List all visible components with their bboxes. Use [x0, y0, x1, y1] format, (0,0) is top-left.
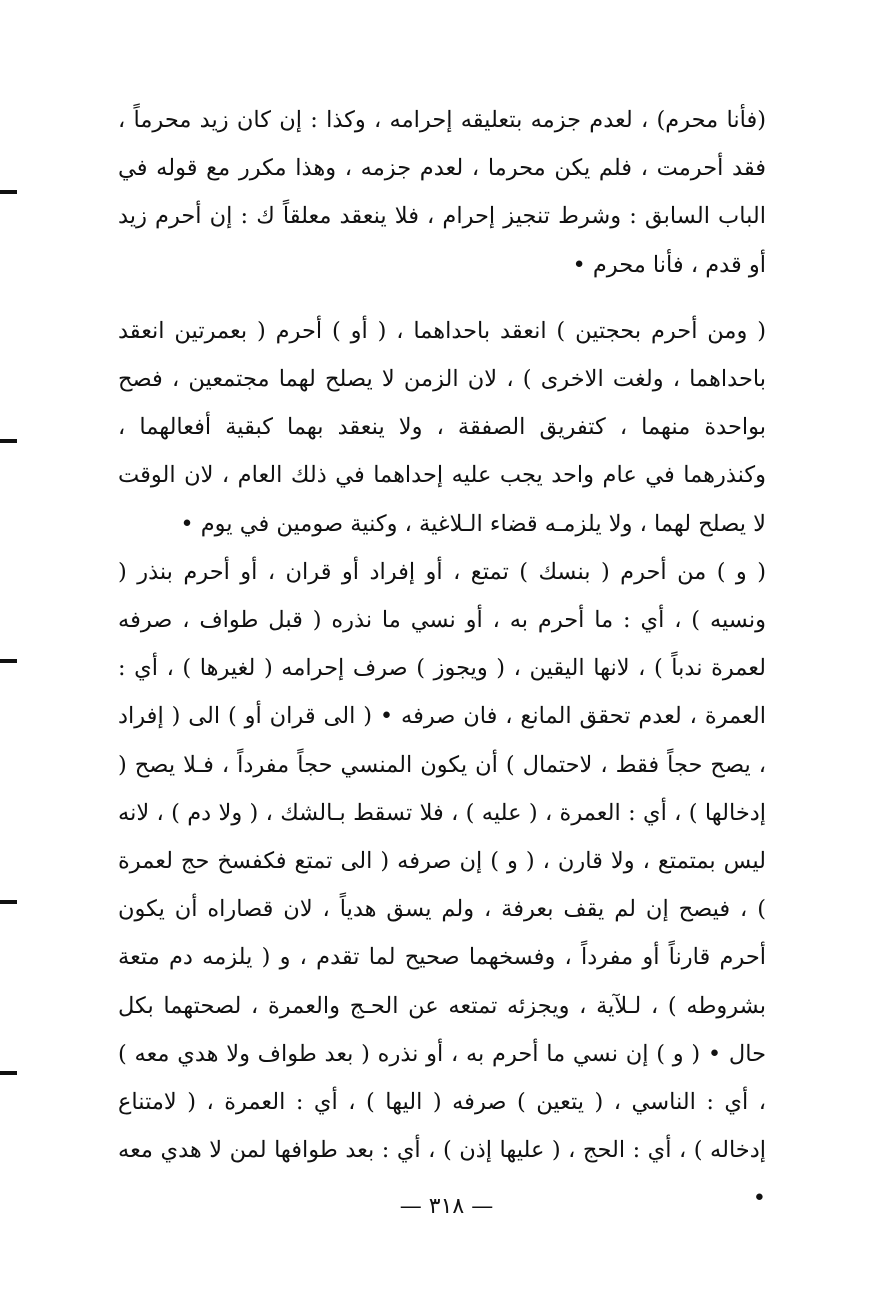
paragraph-conditional-ihram: (فأنا محرم) ، لعدم جزمه بتعليقه إحرامه ، وكذا : إن كان زيد محرماً ، فقد أحرمت ، فلم يكن محرما ، لعدم جزمه ، وهذا مكرر مع قوله في الباب السابق : وشرط تنجيز إحرام ، فلا ينعقد معلقاً ك : إن أحرم زيد أو قدم ، فأنا محرم • [118, 107, 766, 278]
margin-mark [0, 439, 17, 443]
page-text-body [118, 96, 766, 1223]
paragraph-forgotten-nusuk: ( و ) من أحرم ( بنسك ) تمتع ، أو إفراد أو قران ، أو أحرم بنذر ( ونسيه ) ، أي : ما أحرم به ، أو نسي ما نذره ( قبل طواف ، صرفه لعمرة ندباً ) ، لانها اليقين ، ( ويجوز ) صرف إحرامه ( لغيرها ) ، أي : العمرة ، لعدم تحقق المانع ، فان صرفه • ( الى قران أو ) الى ( إفراد ، يصح حجاً فقط ، لاحتمال ) أن يكون المنسي حجاً مفرداً ، فـلا يصح ( إدخالها ) ، أي : العمرة ، ( عليه ) ، فلا تسقط بـالشك ، ( ولا دم ) ، لانه ليس بمتمتع ، ولا قارن ، ( و ) إن صرفه ( الى تمتع فكفسخ حج لعمرة ) ، فيصح إن لم يقف بعرفة ، ولم يسق هدياً ، لان قصاراه أن يكون أحرم قارناً أو مفرداً ، وفسخهما صحيح لما تقدم ، و ( يلزمه دم متعة بشروطه ) ، لـلآية ، ويجزئه تمتعه عن الحـج والعمرة ، لصحتهما بكل حال • ( و ) إن نسي ما أحرم به ، أو نذره ( بعد طواف ولا هدي معه ) ، أي : الناسي ، ( يتعين ) صرفه ( اليها ) ، أي : العمرة ، ( لامتناع إدخاله ) ، أي : الحج ، ( عليها إذن ) ، أي : بعد طوافها لمن لا هدي معه • [118, 558, 766, 1212]
margin-mark [0, 900, 17, 904]
margin-mark [0, 1071, 17, 1075]
margin-mark [0, 190, 17, 194]
paragraph-two-hajj-ihram: ( ومن أحرم بحجتين ) انعقد باحداهما ، ( أو ) أحرم ( بعمرتين انعقد باحداهما ، ولغت الاخرى ) ، لان الزمن لا يصلح لهما مجتمعين ، فصح بواحدة منهما ، كتفريق الصفقة ، ولا ينعقد بهما كبقية أفعالهما ، وكنذرهما في عام واحد يجب عليه إحداهما في ذلك العام ، لان الوقت لا يصلح لهما ، ولا يلزمـه قضاء الـلاغية ، وكنية صومين في يوم • [118, 317, 766, 537]
margin-mark [0, 659, 17, 663]
page-number: — ٣١٨ — [399, 1194, 494, 1219]
